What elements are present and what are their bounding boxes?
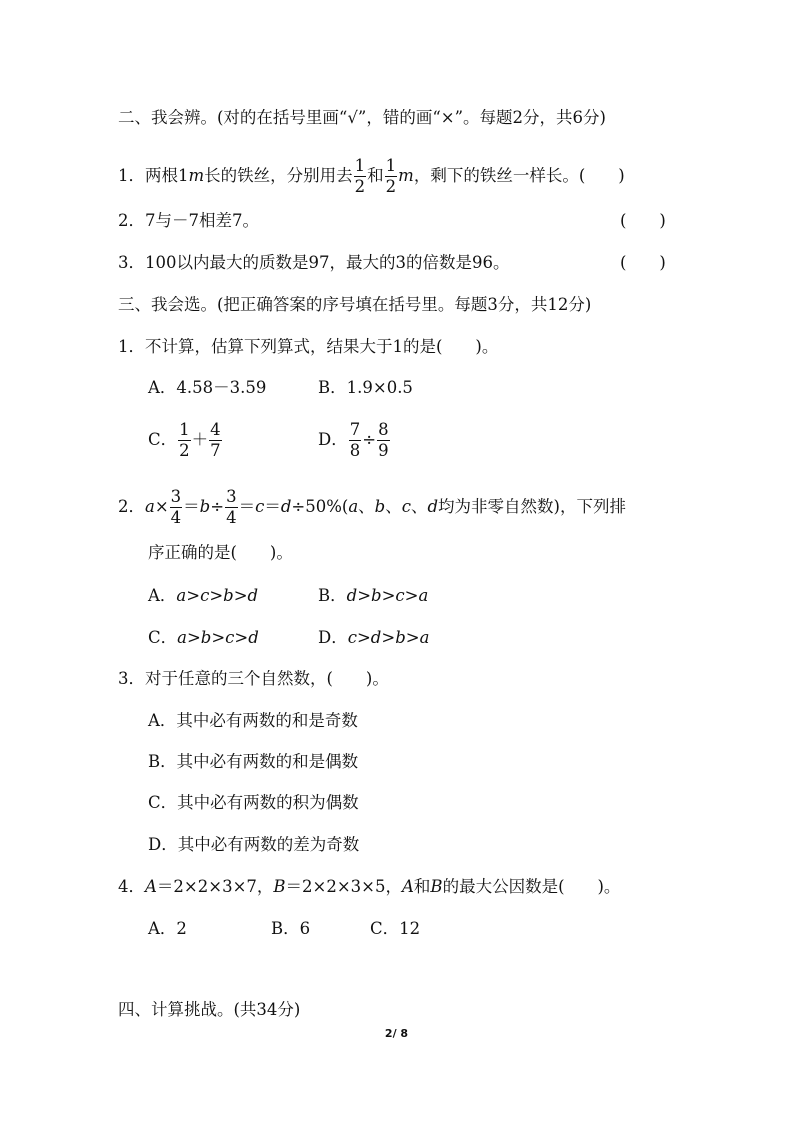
q-text: 4．: [118, 877, 145, 896]
var: b: [199, 497, 211, 516]
question-2-3: 3．100以内最大的质数是97，最大的3的倍数是96。: [118, 253, 510, 272]
option-d[interactable]: [318, 626, 429, 650]
option-label: D．: [318, 628, 348, 647]
var: b: [374, 497, 386, 516]
question-3-4: [118, 875, 620, 899]
fraction: [178, 420, 191, 461]
denominator: 7: [210, 441, 221, 460]
operator: ÷: [210, 497, 225, 516]
q-text: 和: [413, 877, 431, 896]
question-3-2: [118, 487, 626, 528]
numerator: 1: [385, 156, 397, 175]
fraction: [209, 420, 222, 461]
var: a: [348, 497, 359, 516]
option-expr: d>b>c>a: [346, 586, 429, 605]
answer-paren[interactable]: ( ): [620, 211, 666, 230]
q-text: 1．两根1: [118, 166, 189, 185]
denominator: 9: [378, 441, 389, 460]
denominator: 2: [354, 177, 366, 196]
option-b[interactable]: B．其中必有两数的和是偶数: [148, 752, 359, 771]
operator: ＝: [183, 497, 200, 516]
section-3-heading: 三、我会选。(把正确答案的序号填在括号里。每题3分，共12分): [118, 295, 592, 314]
option-d[interactable]: D．其中必有两数的差为奇数: [148, 835, 360, 854]
question-3-3: 3．对于任意的三个自然数，( )。: [118, 669, 389, 688]
option-label: C．: [148, 430, 178, 449]
question-2-1: [118, 156, 625, 197]
option-label: C．: [148, 628, 178, 647]
denominator: 8: [349, 441, 361, 460]
q-text: ＝2×2×3×7，: [156, 877, 274, 896]
option-b[interactable]: [318, 584, 428, 608]
unit: m: [188, 166, 205, 185]
option-expr: a>b>c>d: [177, 628, 259, 647]
numerator: 3: [226, 487, 237, 506]
denominator: 4: [170, 508, 182, 527]
var: c: [401, 497, 411, 516]
var: c: [255, 497, 265, 516]
option-b[interactable]: B．6: [271, 919, 311, 938]
q-text: ，剩下的铁丝一样长。( ): [413, 166, 625, 185]
question-3-1: 1．不计算，估算下列算式，结果大于1的是( )。: [118, 337, 499, 356]
section-4-heading: 四、计算挑战。(共34分): [118, 1000, 301, 1019]
q-text: 均为非零自然数)，下列排: [438, 497, 626, 516]
denominator: 2: [179, 441, 190, 460]
option-a[interactable]: A．其中必有两数的和是奇数: [148, 711, 358, 730]
option-d[interactable]: [318, 420, 391, 461]
var: A: [402, 877, 414, 896]
fraction: [225, 487, 238, 528]
var: A: [145, 877, 157, 896]
q-text: 、: [358, 497, 375, 516]
q-text: 、: [410, 497, 428, 516]
option-b[interactable]: B．1.9×0.5: [318, 378, 413, 397]
option-c[interactable]: [148, 626, 259, 650]
q-text: 的最大公因数是( )。: [442, 877, 621, 896]
numerator: 1: [354, 156, 366, 175]
operator: ＝: [264, 497, 281, 516]
option-label: A．: [148, 586, 177, 605]
fraction: [377, 420, 390, 461]
operator: ÷: [362, 430, 377, 449]
page-number: 2/ 8: [384, 1027, 409, 1040]
operator: ×: [154, 497, 169, 516]
numerator: 8: [378, 420, 389, 439]
question-2-2: 2．7与－7相差7。: [118, 211, 259, 230]
answer-paren[interactable]: ( ): [620, 253, 666, 272]
numerator: 1: [179, 420, 190, 439]
option-expr: a>c>b>d: [176, 586, 259, 605]
question-3-2-line2: 序正确的是( )。: [148, 543, 293, 562]
option-label: B．: [318, 586, 347, 605]
option-c[interactable]: C．12: [370, 919, 421, 938]
section-2-heading: 二、我会辨。(对的在括号里画“√”，错的画“×”。每题2分，共6分): [118, 108, 606, 127]
q-text: 和: [367, 166, 384, 185]
q-text: 、: [385, 497, 402, 516]
denominator: 4: [226, 508, 237, 527]
numerator: 4: [210, 420, 221, 439]
var: d: [427, 497, 439, 516]
operator: ＋: [191, 430, 209, 449]
numerator: 7: [349, 420, 361, 439]
option-label: D．: [318, 430, 348, 449]
option-a[interactable]: A．2: [148, 919, 187, 938]
fraction: [349, 420, 362, 461]
q-text: 2．: [118, 497, 145, 516]
option-expr: c>d>b>a: [347, 628, 430, 647]
var: B: [273, 877, 286, 896]
fraction: [170, 487, 183, 528]
unit: m: [398, 166, 414, 185]
option-a[interactable]: A．4.58－3.59: [148, 378, 267, 397]
var: d: [280, 497, 292, 516]
denominator: 2: [385, 177, 397, 196]
var: a: [145, 497, 155, 516]
option-c[interactable]: [148, 420, 223, 461]
numerator: 3: [170, 487, 182, 506]
fraction: [354, 156, 367, 197]
q-text: ＝2×2×3×5，: [285, 877, 402, 896]
option-a[interactable]: [148, 584, 258, 608]
operator: ＝: [238, 497, 256, 516]
q-text: 长的铁丝，分别用去: [204, 166, 353, 185]
option-c[interactable]: C．其中必有两数的积为偶数: [148, 793, 359, 812]
var: B: [430, 877, 443, 896]
fraction: [385, 156, 398, 197]
q-text: ÷50%(: [291, 497, 349, 516]
